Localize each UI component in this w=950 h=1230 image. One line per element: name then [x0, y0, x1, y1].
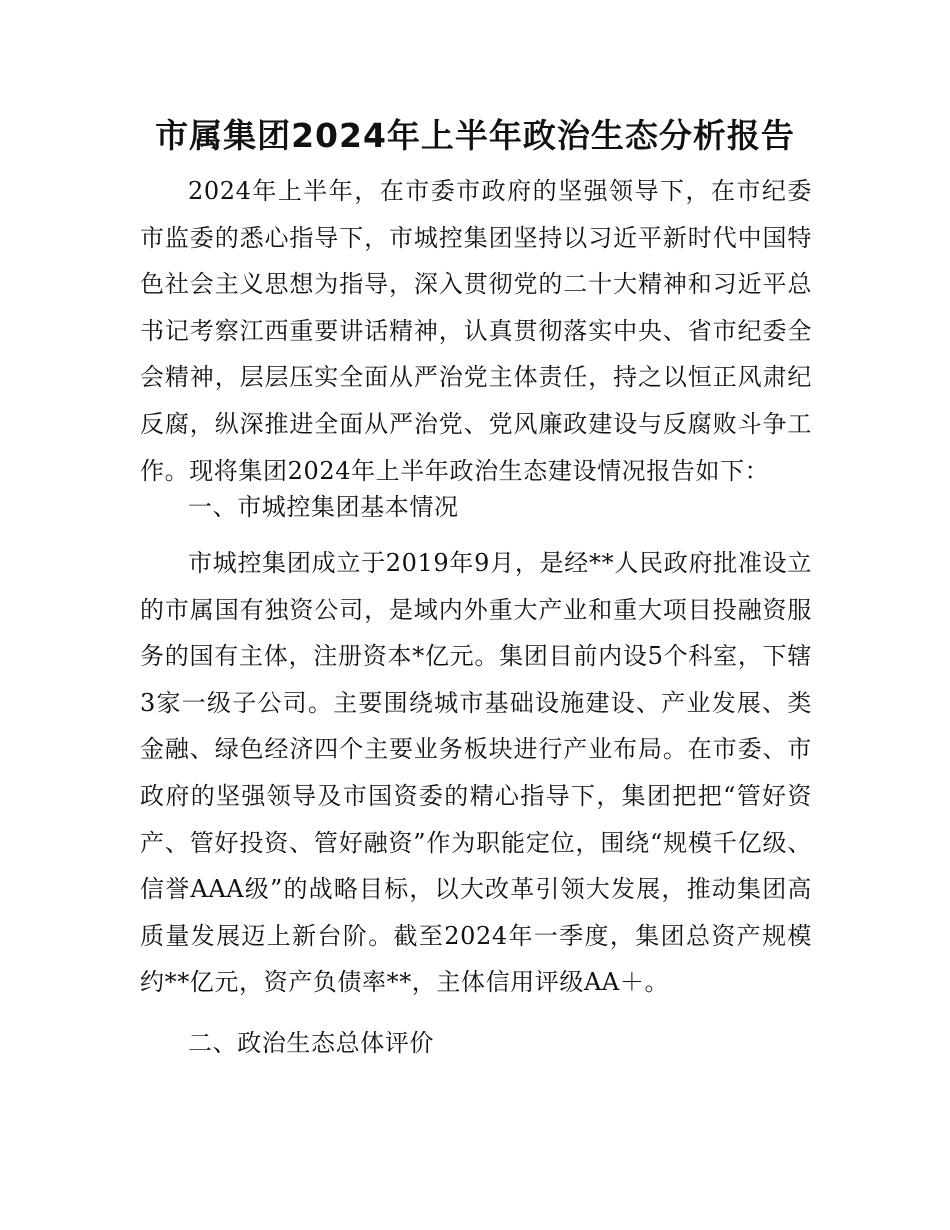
- document-title: 市属集团2024年上半年政治生态分析报告: [155, 116, 795, 155]
- intro-paragraph: 2024年上半年，在市委市政府的坚强领导下，在市纪委市监委的悉心指导下，市城控集团坚持以习近平新时代中国特色社会主义思想为指导，深入贯彻党的二十大精神和习近平总书记考察江西重要讲话精神，认真贯彻落实中央、省市纪委全会精神，层层压实全面从严治党主体责任，持之以恒正风肃纪反腐，纵深推进全面从严治党、党风廉政建设与反腐败斗争工作。现将集团2024年上半年政治生态建设情况报告如下：: [140, 177, 812, 485]
- section-one-paragraph: 市城控集团成立于2019年9月，是经**人民政府批准设立的市属国有独资公司，是域内外重大产业和重大项目投融资服务的国有主体，注册资本*亿元。集团目前内设5个科室，下辖3家一级子公司。主要围绕城市基础设施建设、产业发展、类金融、绿色经济四个主要业务板块进行产业布局。在市委、市政府的坚强领导及市国资委的精心指导下，集团把把“管好资产、管好投资、管好融资”作为职能定位，围绕“规模千亿级、信誉AAA级”的战略目标，以大改革引领大发展，推动集团高质量发展迈上新台阶。截至2024年一季度，集团总资产规模约**亿元，资产负债率**，主体信用评级AA＋。: [140, 549, 812, 997]
- section-one-heading: 一、市城控集团基本情况: [188, 493, 459, 521]
- section-two-heading: 二、政治生态总体评价: [188, 1029, 434, 1057]
